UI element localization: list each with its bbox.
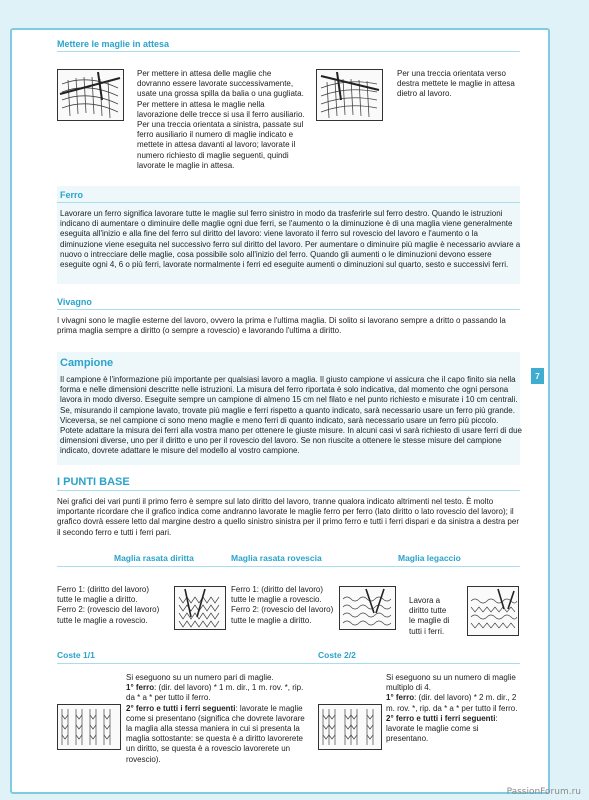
coste-11-row1-text: : (dir. del lavoro) * 1 m. dir., 1 m. rov. *, rip. da * a * per tutto il ferro. <box>126 683 304 703</box>
garter-stitch-illustration <box>467 586 519 636</box>
title-coste-11: Coste 1/1 <box>57 650 95 660</box>
coste-11-row2-label: 2° ferro e tutti i ferri seguenti <box>126 703 236 713</box>
coste-22-row2-text: : lavorate le maglie come si presentano. <box>386 713 498 744</box>
watermark: PassionForum.ru <box>506 787 581 797</box>
coste-22-row2-label: 2° ferro e tutti i ferri seguenti <box>386 713 496 723</box>
coste-22-row1 <box>386 693 522 713</box>
title-coste-22: Coste 2/2 <box>318 650 356 660</box>
text-line: tutte le maglie a rovescio. <box>231 595 322 605</box>
coste-22-row1-label: 1° ferro <box>386 693 415 703</box>
section-title-attesa: Mettere le maglie in attesa <box>57 39 170 49</box>
cable-right-illustration <box>316 69 383 121</box>
text-line: Ferro 2: (rovescio del lavoro) <box>231 605 334 615</box>
ferro-text: Lavorare un ferro significa lavorare tutte le maglie sul ferro sinistro in modo da trasferirle sul ferro destro. Quando le istruzioni indicano di aumentare o diminuire delle maglie ogni due ferri, se l'aumento o la diminuzione è di una maglia viene generalmente eseguita all'inizio e alla fine del ferro sul diritto del lavoro: viene lavorato il ferro sul rovescio del lavoro e l'aumento o la diminuzione viene eseguita nel successivo ferro sul diritto del lavoro. Per aumentare o diminuire più maglie è necessario avviare a nuovo o intrecciare delle maglie, cosa possibile solo all'inizio del ferro. Quando gli aumenti o le diminuzioni devono essere eseguite ogni 4, 6 o più ferri, lavorate normalmente i ferri ed eseguite aumenti o diminuzioni sul quarto, sesto e successivi ferri. <box>60 209 521 270</box>
stockinette-illustration <box>174 586 226 630</box>
stitch-holder-illustration <box>57 69 124 121</box>
text-line: le maglie di <box>409 616 450 626</box>
section-rule <box>57 663 520 664</box>
attesa-text-right: Per una treccia orientata verso destra mettete le maglie in attesa dietro al lavoro. <box>397 69 515 99</box>
text-line: tutti i ferri. <box>409 626 445 636</box>
title-legaccio: Maglia legaccio <box>398 553 461 563</box>
coste-11-intro: Si eseguono su un numero pari di maglie. <box>126 673 274 682</box>
reverse-stockinette-illustration <box>339 586 396 630</box>
coste-11-row2 <box>126 704 306 765</box>
text-line: Ferro 1: (diritto del lavoro) <box>231 585 324 594</box>
rib-2x2-illustration <box>318 704 382 750</box>
rasata-rovescia-text <box>231 585 341 626</box>
coste-22-text <box>386 673 522 744</box>
coste-22-intro: Si eseguono su un numero di maglie multiplo di 4. <box>386 673 516 693</box>
section-title-punti-base: I PUNTI BASE <box>57 476 130 488</box>
text-line: Ferro 1: (diritto del lavoro) <box>57 585 150 594</box>
section-rule <box>57 202 520 203</box>
vivagno-text: I vivagni sono le maglie esterne del lavoro, ovvero la prima e l'ultima maglia. Di solito si lavorano sempre a dritto o passando la prima maglia sempre a diritto (o sempre a rovescio) e lavorando l'ultima a diritto. <box>57 316 506 336</box>
punti-base-text: Nei grafici dei vari punti il primo ferro è sempre sul lato diritto del lavoro, tranne qualora indicato altrimenti nel testo. È molto importante ricordare che il grafico indica come andranno lavorate le maglie ferro per ferro (lato diritto o lato rovescio del lavoro); il grafico dovrà essere letto dal margine destro a quello sinistro sinistra per il primo ferro e tutti i ferri dispari e da sinistra a destra per il secondo ferro e tutti i ferri pari. <box>57 497 519 537</box>
title-rasata-rovescia: Maglia rasata rovescia <box>231 553 322 563</box>
section-title-campione: Campione <box>60 357 114 369</box>
rasata-diritta-text <box>57 585 172 626</box>
coste-11-row1 <box>126 683 306 703</box>
text-line: Ferro 2: (rovescio del lavoro) <box>57 605 160 615</box>
section-rule <box>57 51 520 52</box>
title-rasata-diritta: Maglia rasata diritta <box>114 553 194 563</box>
text-line: tutte le maglie a rovescio. <box>57 615 148 625</box>
coste-22-row2 <box>386 714 522 745</box>
section-title-ferro: Ferro <box>60 190 84 200</box>
page-number-tab: 7 <box>531 368 544 384</box>
section-title-vivagno: Vivagno <box>57 297 92 307</box>
campione-text: Il campione è l'informazione più importante per qualsiasi lavoro a maglia. Il giusto campione vi assicura che il capo finito sia nella forma e nelle dimensioni descritte nelle istruzioni. La misura del ferro riportata è solo indicativa, dal momento che ogni persona lavora in modo diverso. Eseguite sempre un campione di almeno 15 cm nel filato e nel punto richiesto e misurate i 10 cm centrali. Se, misurando il campione lavato, trovate più maglie e ferri rispetto a quanto indicato, sarà necessario usare un ferro più grande. Viceversa, se nel campione ci sono meno maglie e meno ferri di quanto indicato, sarà necessario usare un ferro più piccolo. Potete adattare la misura dei ferri alla vostra mano per ottenere le giuste misure. In alcuni casi vi sarà richiesto di usare ferri di due dimensioni diverse, uno per il diritto e uno per il rovescio del lavoro. Se non riuscite a ottenere le stesse misure del campione indicato, dovrete adattare le misure del modello al vostro campione. <box>60 375 522 456</box>
section-rule <box>57 309 520 310</box>
text-line: tutte le maglie a diritto. <box>231 615 312 625</box>
text-line: diritto tutte <box>409 606 447 616</box>
rib-1x1-illustration <box>57 704 121 750</box>
section-rule <box>57 490 520 491</box>
section-rule <box>57 566 520 567</box>
coste-11-text <box>126 673 306 765</box>
coste-11-row1-label: 1° ferro <box>126 683 155 693</box>
text-line: tutte le maglie a diritto. <box>57 595 138 605</box>
text-line: Lavora a <box>409 596 441 605</box>
attesa-text-left: Per mettere in attesa delle maglie che dovranno essere lavorate successivamente, usate una grossa spilla da balia o una gugliata. Per mettere in attesa le maglie nella lavorazione delle trecce si usa il ferro ausiliario. Per una treccia orientata a sinistra, passate sul ferro ausiliario il numero di maglie indicato e mettete in attesa davanti al lavoro; lavorate il numero richiesto di maglie seguenti, quindi lavorate le maglie in attesa. <box>137 69 305 170</box>
coste-22-row1-text: : (dir. del lavoro) * 2 m. dir., 2 m. rov. *, rip. da * a * per tutto il ferro. <box>386 693 518 713</box>
legaccio-text <box>409 596 465 637</box>
coste-11-row2-text: : lavorate le maglie come si presentano (significa che dovrete lavorare la maglia alla stessa maniera in cui si presenta la maglia sottostante: se questa è a diritto lavorerete un diritto, se questa è a rovescio lavorerete un rovescio). <box>126 703 305 764</box>
